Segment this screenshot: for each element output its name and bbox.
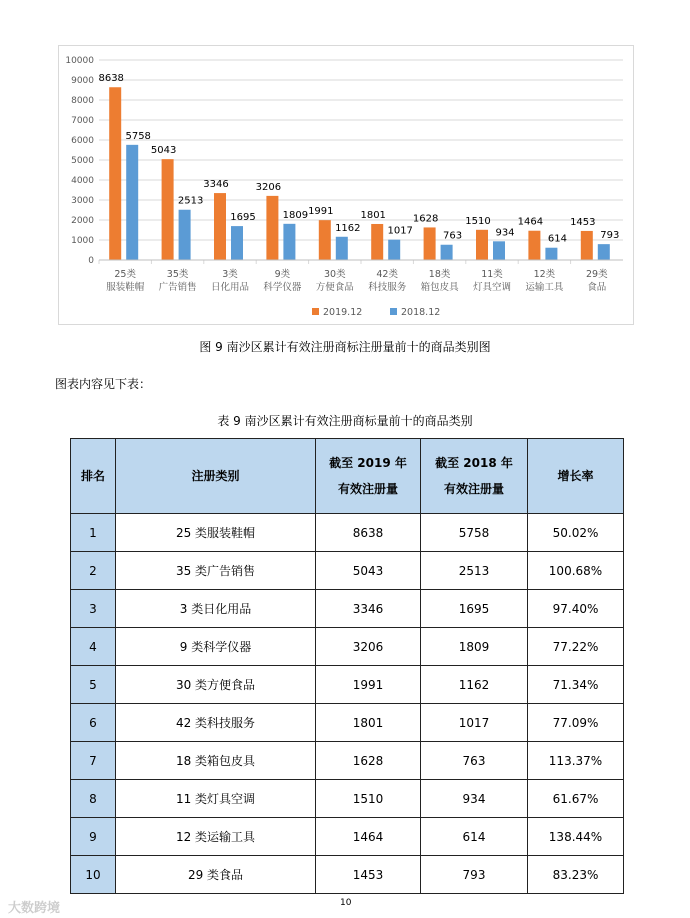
bar-2018.12 [388, 240, 400, 260]
table-cell: 30 类方便食品 [116, 666, 316, 704]
header-line: 注册类别 [191, 469, 240, 483]
table-cell: 6 [71, 704, 116, 742]
x-tick-label: 25类 [114, 269, 136, 280]
table-cell: 50.02% [528, 514, 624, 552]
y-tick-label: 4000 [71, 176, 94, 186]
table-cell: 1695 [421, 590, 528, 628]
table-row [71, 818, 624, 856]
data-label: 3206 [255, 181, 282, 193]
x-tick-label: 3类 [222, 269, 238, 280]
table-cell: 25 类服装鞋帽 [116, 514, 316, 552]
table-cell: 29 类食品 [116, 856, 316, 894]
header-line: 增长率 [557, 469, 594, 483]
x-tick-label: 服装鞋帽 [106, 282, 145, 293]
table-cell: 1510 [316, 780, 421, 818]
data-label: 1453 [570, 216, 596, 228]
data-label: 614 [547, 233, 567, 245]
bar-chart [58, 45, 634, 325]
y-tick-label: 7000 [71, 116, 94, 126]
x-tick-label: 12类 [533, 269, 556, 280]
table-row [71, 590, 624, 628]
legend-label: 2018.12 [401, 307, 441, 318]
x-tick-label: 方便食品 [315, 282, 354, 293]
bar-2019.12 [162, 159, 174, 260]
x-tick-label: 运输工具 [525, 282, 564, 293]
legend-label: 2019.12 [323, 307, 363, 318]
table-cell: 1453 [316, 856, 421, 894]
table-cell: 18 类箱包皮具 [116, 742, 316, 780]
data-label: 793 [600, 230, 620, 242]
bar-2018.12 [598, 244, 610, 260]
bar-2018.12 [441, 245, 453, 260]
x-tick-label: 18类 [428, 269, 451, 280]
data-label: 1162 [335, 222, 361, 234]
table-cell: 42 类科技服务 [116, 704, 316, 742]
bar-2019.12 [266, 196, 278, 260]
data-label: 1809 [282, 209, 309, 221]
x-tick-label: 箱包皮具 [420, 282, 459, 293]
bar-2018.12 [493, 241, 505, 260]
x-tick-label: 科学仪器 [263, 282, 302, 293]
table-cell: 113.37% [528, 742, 624, 780]
table-row [71, 704, 624, 742]
table-cell: 4 [71, 628, 116, 666]
figure-caption: 图 9 南沙区累计有效注册商标注册量前十的商品类别图 [199, 340, 491, 354]
y-tick-label: 1000 [71, 236, 94, 246]
data-label: 1695 [230, 212, 256, 224]
x-tick-label: 30类 [324, 269, 346, 280]
bar-2019.12 [476, 230, 488, 260]
table-caption: 表 9 南沙区累计有效注册商标量前十的商品类别 [217, 414, 473, 428]
header-line: 排名 [80, 469, 105, 483]
table-cell: 7 [71, 742, 116, 780]
y-tick-label: 9000 [71, 76, 94, 86]
table-cell: 61.67% [528, 780, 624, 818]
header-line: 有效注册量 [337, 482, 398, 496]
bar-2018.12 [231, 226, 243, 260]
data-label: 1628 [412, 213, 439, 225]
table-cell: 3 [71, 590, 116, 628]
table-cell: 5758 [421, 514, 528, 552]
data-label: 2513 [177, 195, 204, 207]
data-label: 763 [443, 230, 463, 242]
table-cell: 100.68% [528, 552, 624, 590]
table-cell: 5043 [316, 552, 421, 590]
bar-2018.12 [336, 237, 348, 260]
bar-2019.12 [528, 231, 540, 260]
data-label: 8638 [98, 73, 124, 85]
data-label: 1991 [308, 206, 334, 218]
table-cell: 11 类灯具空调 [116, 780, 316, 818]
x-tick-label: 9类 [274, 269, 291, 280]
data-label: 1801 [360, 209, 386, 221]
legend-swatch [390, 308, 397, 315]
bar-2018.12 [126, 145, 138, 260]
y-tick-label: 0 [88, 256, 94, 266]
table-cell: 1809 [421, 628, 528, 666]
watermark: 大数跨境 [8, 901, 61, 916]
bar-2018.12 [179, 210, 191, 260]
data-label: 1017 [387, 225, 413, 237]
table-cell: 71.34% [528, 666, 624, 704]
table-cell: 1017 [421, 704, 528, 742]
table-cell: 97.40% [528, 590, 624, 628]
table-cell: 1991 [316, 666, 421, 704]
table-cell: 10 [71, 856, 116, 894]
table-cell: 3346 [316, 590, 421, 628]
x-tick-label: 29类 [586, 269, 608, 280]
x-tick-label: 日化用品 [210, 282, 250, 293]
table-row [71, 742, 624, 780]
table-cell: 1801 [316, 704, 421, 742]
table-cell: 1162 [421, 666, 528, 704]
table-row [71, 666, 624, 704]
table-cell: 2 [71, 552, 116, 590]
data-label: 1510 [465, 215, 491, 227]
table-cell: 77.22% [528, 628, 624, 666]
x-tick-label: 食品 [587, 282, 607, 293]
header-line: 截至 2018 年 [435, 456, 513, 470]
table-row [71, 628, 624, 666]
data-label: 5043 [150, 145, 177, 157]
legend-swatch [312, 308, 319, 315]
x-tick-label: 35类 [166, 269, 189, 280]
data-table [70, 438, 624, 894]
y-tick-label: 8000 [71, 96, 94, 106]
y-tick-label: 3000 [71, 196, 94, 206]
table-cell: 35 类广告销售 [116, 552, 316, 590]
table-cell: 3206 [316, 628, 421, 666]
bar-2019.12 [424, 227, 436, 260]
table-row [71, 514, 624, 552]
chart-svg [59, 46, 633, 324]
data-label: 1464 [517, 216, 544, 228]
x-tick-label: 11类 [481, 269, 503, 280]
data-label: 3346 [203, 179, 229, 191]
bar-2018.12 [545, 248, 557, 260]
bar-2019.12 [581, 231, 593, 260]
bar-2019.12 [319, 220, 331, 260]
data-label: 934 [495, 227, 515, 239]
x-tick-label: 科技服务 [368, 282, 407, 293]
table-row [71, 552, 624, 590]
table-cell: 3 类日化用品 [116, 590, 316, 628]
column-header [316, 439, 421, 514]
x-tick-label: 广告销售 [158, 282, 197, 293]
y-tick-label: 6000 [71, 136, 94, 146]
table-cell: 793 [421, 856, 528, 894]
header-line: 截至 2019 年 [329, 456, 407, 470]
table-cell: 763 [421, 742, 528, 780]
table-cell: 9 类科学仪器 [116, 628, 316, 666]
y-tick-label: 5000 [71, 156, 94, 166]
table-cell: 2513 [421, 552, 528, 590]
table-cell: 614 [421, 818, 528, 856]
table-row [71, 856, 624, 894]
header-line: 有效注册量 [443, 482, 504, 496]
page-number: 10 [340, 898, 352, 908]
table-cell: 8638 [316, 514, 421, 552]
table-cell: 8 [71, 780, 116, 818]
column-header [71, 439, 116, 514]
table-cell: 77.09% [528, 704, 624, 742]
table-cell: 5 [71, 666, 116, 704]
x-tick-label: 42类 [376, 269, 398, 280]
table-cell: 934 [421, 780, 528, 818]
table-row [71, 780, 624, 818]
data-label: 5758 [125, 130, 151, 142]
bar-2019.12 [214, 193, 226, 260]
table-cell: 1628 [316, 742, 421, 780]
column-header [421, 439, 528, 514]
x-tick-label: 灯具空调 [472, 282, 512, 293]
table-cell: 1 [71, 514, 116, 552]
bar-2019.12 [109, 87, 121, 260]
bar-2018.12 [283, 224, 295, 260]
y-tick-label: 10000 [65, 56, 94, 66]
intro-text: 图表内容见下表： [55, 377, 152, 391]
table-cell: 83.23% [528, 856, 624, 894]
bar-2019.12 [371, 224, 383, 260]
table-cell: 1464 [316, 818, 421, 856]
table-cell: 12 类运输工具 [116, 818, 316, 856]
y-tick-label: 2000 [71, 216, 94, 226]
column-header [528, 439, 624, 514]
column-header [116, 439, 316, 514]
table-cell: 138.44% [528, 818, 624, 856]
table-cell: 9 [71, 818, 116, 856]
